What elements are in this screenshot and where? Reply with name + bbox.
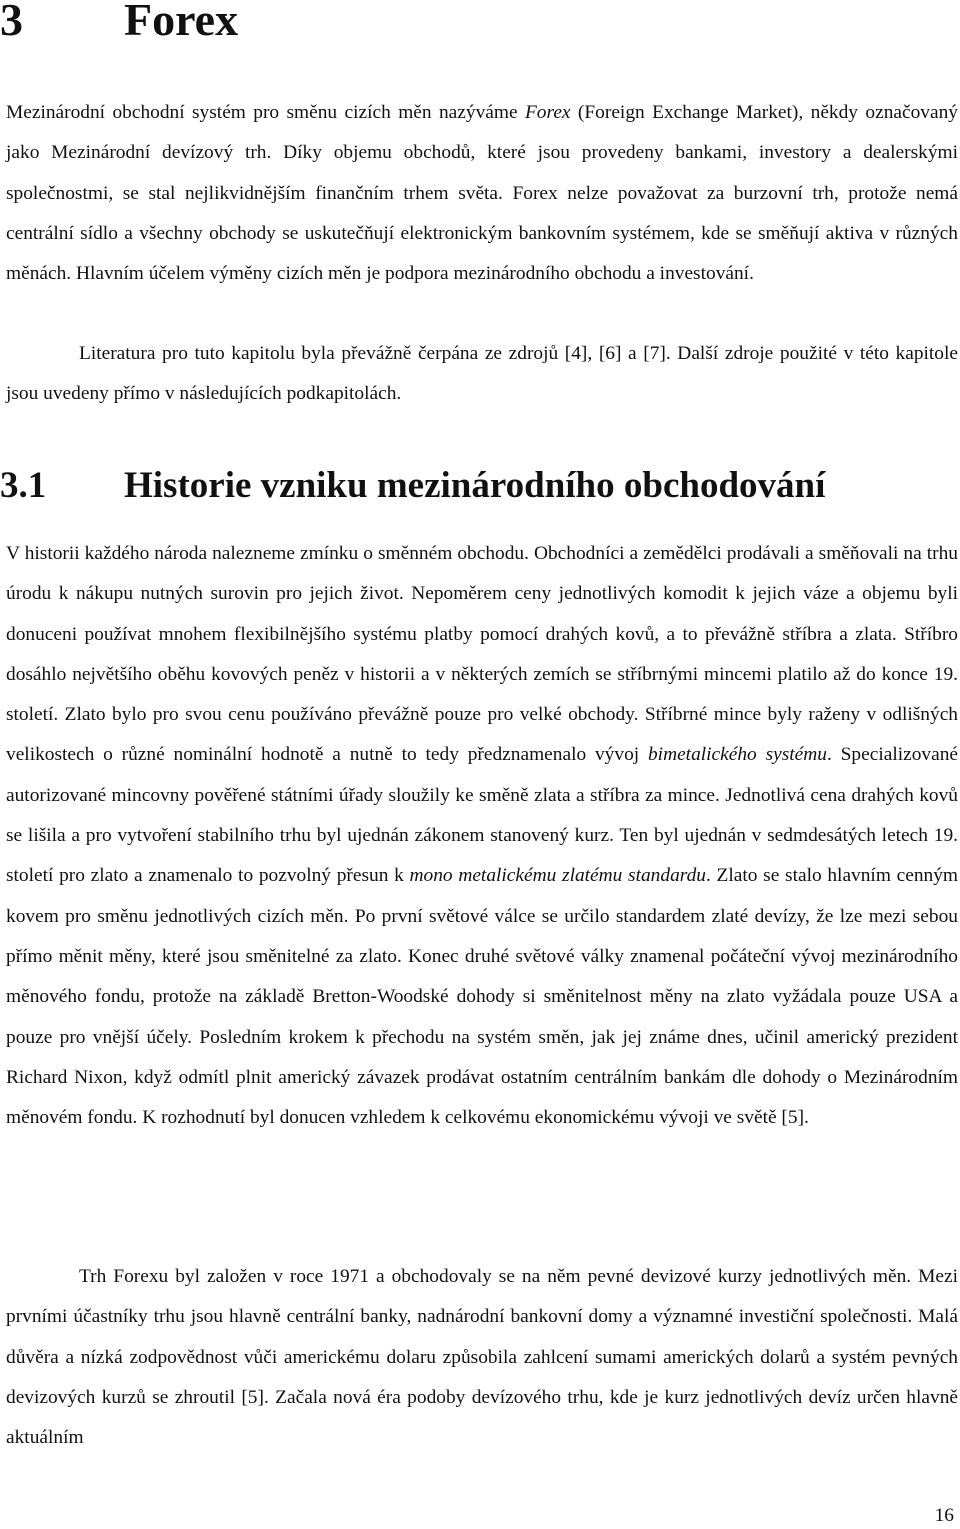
section-heading (0, 456, 825, 516)
intro-p1-text-start: Mezinárodní obchodní systém pro směnu cizích měn nazýváme (6, 102, 525, 123)
page-number: 16 (934, 1505, 954, 1526)
section-p1-part-3: . Zlato se stalo hlavním cenným kovem pro směnu jednotlivých cizích měn. Po první světové válce se určilo standardem zlaté devízy, že lze mezi sebou přímo měnit měny, které jsou směnitelné za zlato. Konec druhé světové války znamenal počáteční vývoj mezinárodního měnového fondu, protože na základě Bretton-Woodské dohody si směnitelnost měny na zlato vyžádala pouze USA a pouze pro vnější účely. Posledním krokem k přechodu na systém směn, jak jej známe dnes, učinil americký prezident Richard Nixon, když odmítl plnit americký závazek prodávat ostatním centrálním bankám dle dohody o Mezinárodním měnovém fondu. K rozhodnutí byl donucen vzhledem k celkovému ekonomickému vývoji ve světě [5]. (6, 865, 958, 1129)
section-paragraph-1 (6, 534, 958, 1138)
forex-term: Forex (524, 102, 571, 123)
intro-paragraph-2: Literatura pro tuto kapitolu byla převážně čerpána ze zdrojů [4], [6] a [7]. Další zdroje použité v této kapitole jsou uvedeny přímo v následujících podkapitolách. (6, 343, 958, 405)
section-title: Historie vzniku mezinárodního obchodování (124, 465, 826, 506)
section-number: 3.1 (0, 465, 47, 506)
chapter-title: Forex (124, 0, 239, 45)
section-p1-part-1: V historii každého národa nalezneme zmínku o směnném obchodu. Obchodníci a zemědělci prodávali a směňovali na trhu úrodu k nákupu nutných surovin pro jejich život. Nepoměrem ceny jednotlivých komodit k jejich váze a objemu byli donuceni používat mnohem flexibilnějšího systému platby pomocí drahých kovů, a to převážně stříbra a zlata. Stříbro dosáhlo největšího oběhu kovových peněz v historii a v některých zemích se stříbrnými mincemi platilo až do konce 19. století. Zlato bylo pro svou cenu používáno převážně pouze pro velké obchody. Stříbrné mince byly raženy v odlišných velikostech o různé nominální hodnotě a nutně to tedy předznamenalo vývoj (6, 543, 958, 766)
chapter-number: 3 (0, 0, 23, 45)
intro-p1-text-end: (Foreign Exchange Market), někdy označovaný jako Mezinárodní devízový trh. Díky objemu obchodů, které jsou provedeny bankami, investory a dealerskými společnostmi, se stal nejlikvidnějším finančním trhem světa. Forex nelze považovat za burzovní trh, protože nemá centrální sídlo a všechny obchody se uskutečňují elektronickým bankovním systémem, kde se směňují aktiva v různých měnách. Hlavním účelem výměny cizích měn je podpora mezinárodního obchodu a investování. (6, 102, 958, 285)
gold-standard-term: mono metalickému zlatému standardu (409, 865, 706, 887)
section-p1-part-2: . Specializované autorizované mincovny pověřené státními úřady sloužily ke směně zlata a stříbra za mince. Jednotlivá cena drahých kovů se lišila a pro vytvoření stabilního trhu byl ujednán zákonem stanovený kurz. Ten byl ujednán v sedmdesátých letech 19. století pro zlato a znamenalo to pozvolný přesun k (6, 744, 959, 887)
chapter-heading (0, 0, 238, 54)
intro-paragraph-1 (6, 93, 958, 294)
section-paragraph-2: Trh Forexu byl založen v roce 1971 a obchodovaly se na něm pevné devizové kurzy jednotlivých měn. Mezi prvními účastníky trhu jsou hlavně centrální banky, nadnárodní bankovní domy a významné investiční společnosti. Malá důvěra a nízká zodpovědnost vůči americkému dolaru způsobila zahlcení sumami amerických dolarů a systém pevných devizových kurzů se zhroutil [5]. Začala nová éra podoby devízového trhu, kde je kurz jednotlivých devíz určen hlavně aktuálním (6, 1266, 958, 1449)
bimetallic-system-term: bimetalického systému (647, 744, 827, 766)
